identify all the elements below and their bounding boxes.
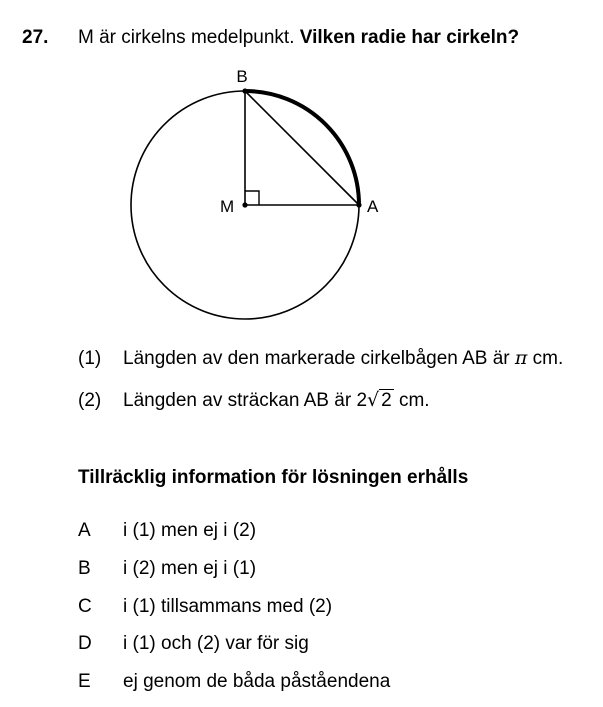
label-b: B <box>236 67 248 86</box>
label-m: M <box>220 197 235 216</box>
option-a <box>78 520 256 542</box>
statement-2-unit: cm. <box>398 390 430 411</box>
sqrt-coefficient: 2 <box>356 390 368 411</box>
question-text-bold: Vilken radie har cirkeln? <box>299 27 520 48</box>
option-b <box>78 558 256 580</box>
question-text-plain: M är cirkelns medelpunkt. <box>78 27 295 48</box>
option-c <box>78 596 332 618</box>
label-a: A <box>367 197 379 216</box>
subheading: Tillräcklig information för lösningen erhålls <box>78 467 469 488</box>
statement-2 <box>78 389 430 412</box>
statement-2-text: Längden av sträckan AB är <box>123 390 352 411</box>
statement-2-number: (2) <box>78 390 102 411</box>
point-m <box>242 202 247 207</box>
option-d-text: i (1) och (2) var för sig <box>123 633 309 654</box>
pi-symbol: π <box>514 347 528 369</box>
option-e <box>78 671 390 693</box>
option-d <box>78 633 309 655</box>
circle-figure <box>0 0 603 340</box>
option-c-letter: C <box>78 596 92 617</box>
sqrt-expression <box>367 389 394 412</box>
option-c-text: i (1) tillsammans med (2) <box>123 596 333 617</box>
option-b-text: i (2) men ej i (1) <box>123 558 257 579</box>
sqrt-radicand: 2 <box>381 390 392 411</box>
statement-1-number: (1) <box>78 348 102 369</box>
point-a <box>356 202 361 207</box>
right-angle-marker <box>245 191 259 205</box>
option-d-letter: D <box>78 633 92 654</box>
question-number: 27. <box>22 27 49 48</box>
sqrt-symbol: √ <box>367 389 380 411</box>
option-e-text: ej genom de båda påståendena <box>123 671 391 692</box>
option-a-text: i (1) men ej i (2) <box>123 520 257 541</box>
option-a-letter: A <box>78 520 91 541</box>
option-e-letter: E <box>78 671 91 692</box>
statement-1-unit: cm. <box>532 348 564 369</box>
statement-1-text: Längden av den markerade cirkelbågen AB är <box>123 348 510 369</box>
statement-1 <box>78 347 563 370</box>
option-b-letter: B <box>78 558 91 579</box>
point-b <box>242 88 247 93</box>
